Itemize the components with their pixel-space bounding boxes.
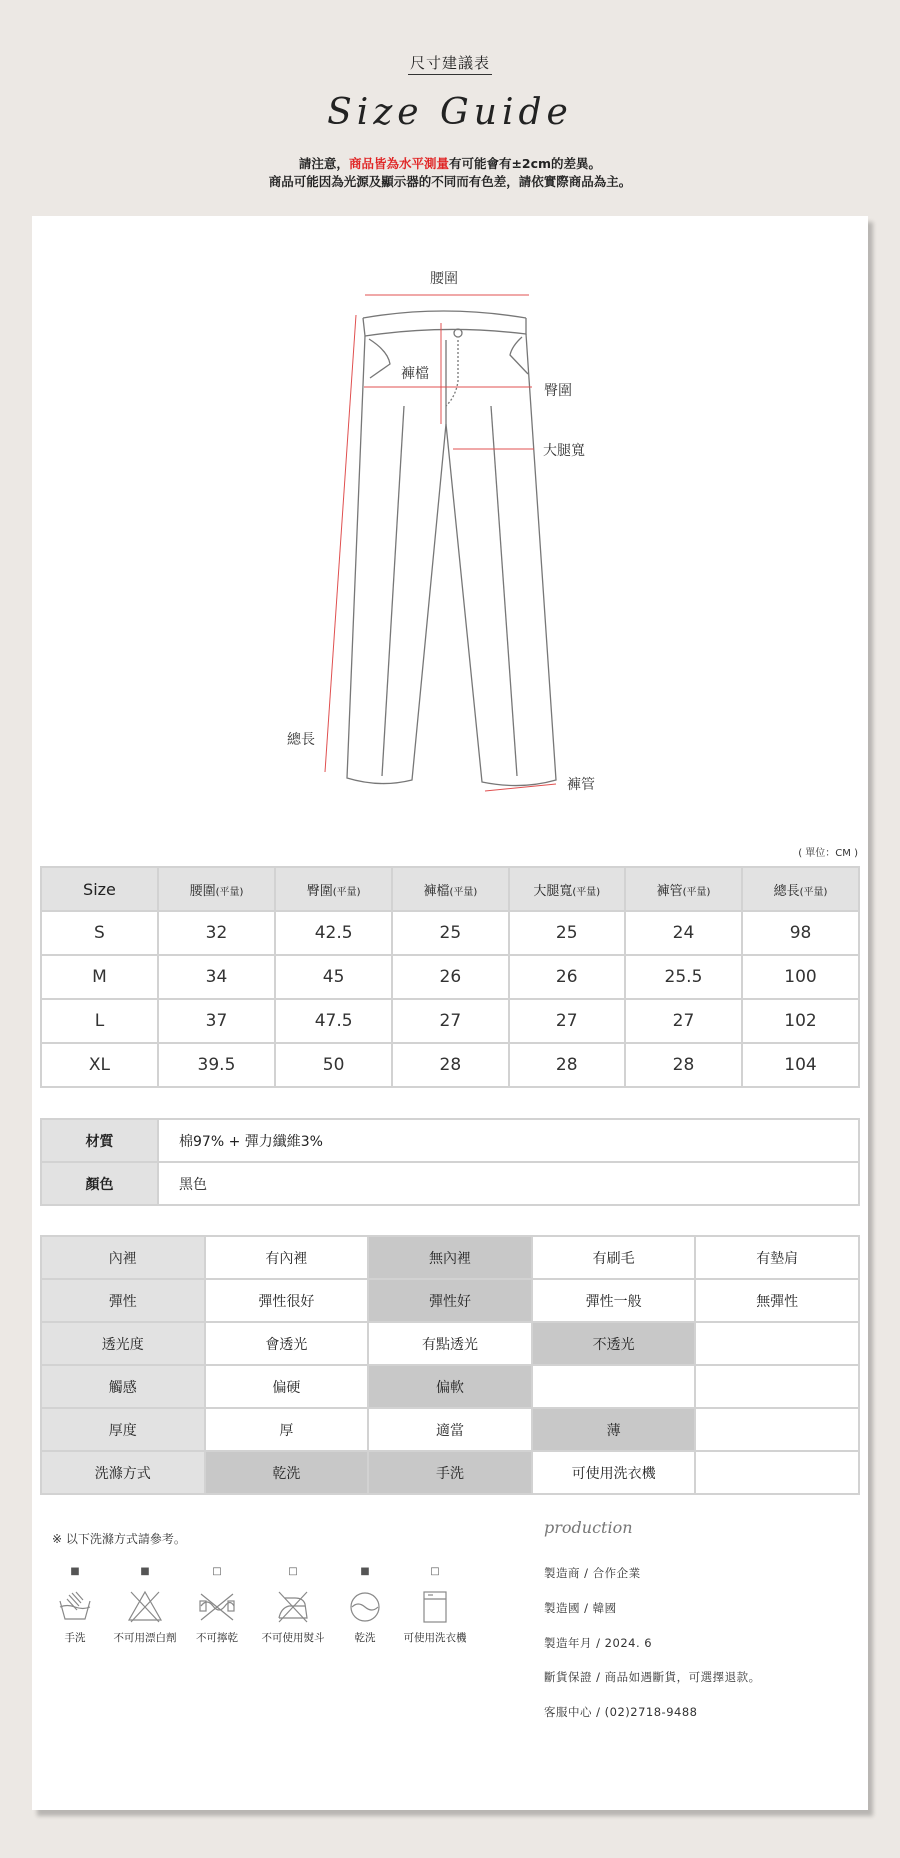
production-line: 斷貨保證 / 商品如遇斷貨，可選擇退款。	[544, 1670, 761, 1684]
wash-mark: ■	[360, 1566, 370, 1577]
wash-item-dry-clean	[325, 1566, 405, 1645]
size-header-cell: 腰圍(平量)	[158, 867, 275, 911]
label-length: 總長	[287, 732, 315, 748]
notice-highlight: 商品皆為水平測量	[348, 156, 449, 171]
size-cell: 28	[509, 1043, 625, 1087]
production-line: 製造年月 / 2024. 6	[544, 1636, 653, 1650]
size-cell: 27	[509, 999, 625, 1043]
wash-mark: ■	[140, 1566, 150, 1577]
attribute-key: 內裡	[41, 1236, 205, 1279]
attribute-option: 彈性好	[368, 1279, 532, 1322]
notice-line-2: 商品可能因為光源及顯示器的不同而有色差，請依實際商品為主。	[268, 174, 632, 189]
wash-label: 不可用漂白劑	[113, 1632, 177, 1644]
size-cell: 25	[392, 911, 508, 955]
size-header-cell: 褲管(平量)	[625, 867, 742, 911]
table-row	[41, 1451, 859, 1494]
attribute-option	[695, 1408, 859, 1451]
wash-mark: □	[212, 1566, 222, 1577]
attribute-key: 透光度	[41, 1322, 205, 1365]
attribute-option: 偏硬	[205, 1365, 369, 1408]
size-cell: M	[41, 955, 158, 999]
size-cell: 104	[742, 1043, 859, 1087]
attribute-option: 不透光	[532, 1322, 696, 1365]
label-hip: 臀圍	[544, 383, 572, 399]
production-line: 客服中心 / (02)2718-9488	[544, 1705, 698, 1719]
attribute-option: 有刷毛	[532, 1236, 696, 1279]
size-table	[40, 866, 860, 1088]
wash-item-no-bleach	[105, 1566, 185, 1645]
attribute-option: 彈性一般	[532, 1279, 696, 1322]
size-table-header	[41, 867, 859, 911]
wash-mark: □	[288, 1566, 298, 1577]
size-cell: 34	[158, 955, 275, 999]
size-cell: 27	[625, 999, 742, 1043]
notice	[0, 155, 900, 191]
size-cell: 28	[392, 1043, 508, 1087]
no-iron-icon	[253, 1586, 333, 1626]
size-header-cell: 大腿寬(平量)	[509, 867, 625, 911]
size-header-cell: 褲檔(平量)	[392, 867, 508, 911]
attribute-option	[532, 1365, 696, 1408]
size-cell: 45	[275, 955, 392, 999]
attribute-option: 偏軟	[368, 1365, 532, 1408]
wash-mark: □	[430, 1566, 440, 1577]
wash-mark: ■	[70, 1566, 80, 1577]
production-title: production	[544, 1518, 633, 1537]
size-cell: S	[41, 911, 158, 955]
attribute-option: 有點透光	[368, 1322, 532, 1365]
hand-wash-icon	[35, 1586, 115, 1626]
attribute-option: 有墊肩	[695, 1236, 859, 1279]
length-measure-line	[325, 315, 356, 772]
wash-label: 可使用洗衣機	[403, 1632, 467, 1644]
attribute-option: 乾洗	[205, 1451, 369, 1494]
material-key: 材質	[41, 1119, 158, 1162]
table-row	[41, 1279, 859, 1322]
label-hem: 褲管	[567, 777, 595, 793]
size-cell: XL	[41, 1043, 158, 1087]
attribute-key: 觸感	[41, 1365, 205, 1408]
table-row	[41, 1408, 859, 1451]
size-cell: L	[41, 999, 158, 1043]
attribute-key: 厚度	[41, 1408, 205, 1451]
attribute-option	[695, 1365, 859, 1408]
size-cell: 102	[742, 999, 859, 1043]
size-cell: 26	[509, 955, 625, 999]
size-cell: 47.5	[275, 999, 392, 1043]
machine-wash-icon	[395, 1586, 475, 1626]
table-row	[41, 1119, 859, 1162]
size-cell: 50	[275, 1043, 392, 1087]
wash-item-no-iron	[253, 1566, 333, 1645]
table-row	[41, 1365, 859, 1408]
subtitle: 尺寸建議表	[0, 52, 900, 73]
size-cell: 26	[392, 955, 508, 999]
wash-item-machine-wash	[395, 1566, 475, 1645]
attributes-table	[40, 1235, 860, 1495]
attribute-option: 薄	[532, 1408, 696, 1451]
size-cell: 28	[625, 1043, 742, 1087]
attribute-option: 有內裡	[205, 1236, 369, 1279]
attribute-option: 無內裡	[368, 1236, 532, 1279]
wash-item-no-wring	[177, 1566, 257, 1645]
size-cell: 25	[509, 911, 625, 955]
label-rise: 褲檔	[401, 366, 429, 382]
pants-diagram	[32, 216, 868, 816]
table-row	[41, 911, 859, 955]
attribute-option: 無彈性	[695, 1279, 859, 1322]
attribute-key: 彈性	[41, 1279, 205, 1322]
no-wring-icon	[177, 1586, 257, 1626]
pants-illustration	[32, 216, 868, 816]
dry-clean-icon	[325, 1586, 405, 1626]
table-row	[41, 1322, 859, 1365]
wash-label: 不可使用熨斗	[261, 1632, 325, 1644]
size-header-cell: 總長(平量)	[742, 867, 859, 911]
wash-note: ※ 以下洗滌方式請參考。	[52, 1532, 186, 1546]
size-card	[32, 216, 868, 1810]
attribute-key: 洗滌方式	[41, 1451, 205, 1494]
size-cell: 100	[742, 955, 859, 999]
label-waist: 腰圍	[430, 271, 458, 287]
label-thigh: 大腿寬	[543, 443, 585, 459]
wash-label: 不可擰乾	[196, 1632, 238, 1644]
color-value: 黑色	[158, 1162, 859, 1205]
wash-label: 乾洗	[354, 1632, 376, 1644]
table-row	[41, 1043, 859, 1087]
size-cell: 98	[742, 911, 859, 955]
wash-item-hand-wash	[35, 1566, 115, 1645]
size-cell: 27	[392, 999, 508, 1043]
table-row	[41, 1236, 859, 1279]
attribute-option: 厚	[205, 1408, 369, 1451]
size-cell: 32	[158, 911, 275, 955]
no-bleach-icon	[105, 1586, 185, 1626]
attribute-option: 會透光	[205, 1322, 369, 1365]
production-line: 製造國 / 韓國	[544, 1601, 617, 1615]
wash-label: 手洗	[64, 1632, 86, 1644]
attribute-option	[695, 1451, 859, 1494]
attribute-option: 適當	[368, 1408, 532, 1451]
table-row	[41, 999, 859, 1043]
attribute-option: 彈性很好	[205, 1279, 369, 1322]
attribute-option: 手洗	[368, 1451, 532, 1494]
table-row	[41, 1162, 859, 1205]
page-title: Size Guide	[327, 92, 573, 133]
material-value: 棉97% + 彈力纖維3%	[158, 1119, 859, 1162]
size-header-cell: Size	[41, 867, 158, 911]
size-cell: 24	[625, 911, 742, 955]
attribute-option	[695, 1322, 859, 1365]
size-cell: 25.5	[625, 955, 742, 999]
unit-note: ( 單位：CM )	[798, 848, 858, 859]
size-cell: 37	[158, 999, 275, 1043]
notice-line-1: 請注意，商品皆為水平測量有可能會有±2cm的差異。	[298, 156, 602, 171]
table-row	[41, 955, 859, 999]
size-cell: 39.5	[158, 1043, 275, 1087]
size-header-cell: 臀圍(平量)	[275, 867, 392, 911]
size-cell: 42.5	[275, 911, 392, 955]
attribute-option: 可使用洗衣機	[532, 1451, 696, 1494]
color-key: 顏色	[41, 1162, 158, 1205]
production-line: 製造商 / 合作企業	[544, 1566, 641, 1580]
material-table	[40, 1118, 860, 1206]
